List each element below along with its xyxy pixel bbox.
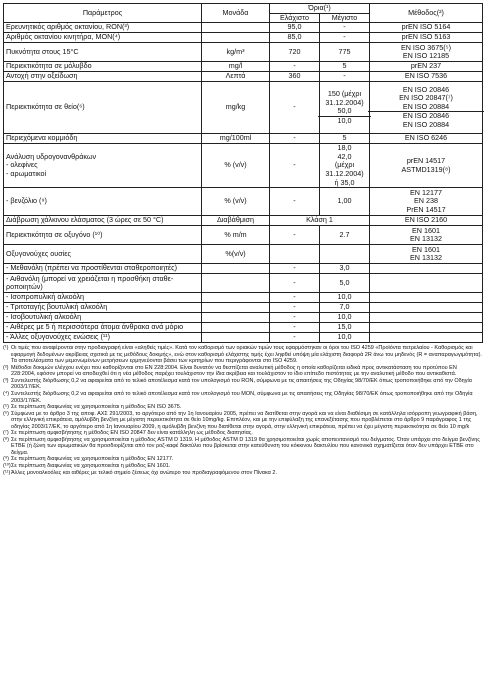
header-method: Μέθοδος(²) xyxy=(370,4,483,23)
max-cell: 18,0 42,0 (μέχρι 31.12.2004) ή 35,0 xyxy=(320,144,370,188)
method-cell xyxy=(370,313,483,323)
footnote-text: Σύμφωνα με το άρθρο 3 της αποφ. ΑΧΣ 291/2003, το αργότερο από την 1η Ιανουαρίου 2005, πρέπει να διατίθεται στην αγορά και να είναι διαθέσιμη σε κατάλληλα ισόρροπη γεωγραφική βάση, στην ελληνική επικράτεια, αμόλυβδη βενζίνη με μέγιστη περιεκτικότητα σε θείο 10mg/kg. Επιπλέον, και με την επιφύλαξη της επανεξέτασης που προβλέπεται στο άρθρο 9 παράγραφος 1 της οδηγίας 2003/17/ΕΚ, το αργότερο από 1η Ιανουαρίου 2009, η αμόλυβδη βενζίνη που διατίθεται στην αγορά, στην ελληνική επικράτεια, πρέπει να έχει μέγιστη περιεκτικότητα σε θείο 10 mg/k xyxy=(11,410,478,430)
min-cell: - xyxy=(270,323,320,333)
footnote-text: Συντελεστής διόρθωσης 0,2 να αφαιρείται από το τελικό αποτέλεσμα κατά τον υπολογισμό του RON, σύμφωνα με τις απαιτήσεις της Οδηγίας 98/70/ΕΚ όπως τροποποιήθηκε από την Οδηγία 2003/17/ΕΚ. xyxy=(11,377,472,391)
min-cell: 85,0 xyxy=(270,33,320,43)
max-cell: 10,0 xyxy=(320,333,370,343)
max-subcell: 10,0 xyxy=(318,116,371,126)
min-cell: - xyxy=(270,62,320,72)
max-cell: - xyxy=(320,23,370,33)
table-row xyxy=(4,188,483,216)
unit-cell: Διαβάθμιση xyxy=(202,216,270,226)
param-cell: Διάβρωση χάλκινου ελάσματος (3 ώρες σε 50 °C) xyxy=(4,216,202,226)
param-cell: Περιεκτικότητα σε θείο(⁶) xyxy=(4,82,202,134)
table-row xyxy=(4,313,483,323)
param-cell: - Μεθανόλη (πρέπει να προστίθενται σταθεροποιητές) xyxy=(4,264,202,274)
unit-cell: mg/l xyxy=(202,62,270,72)
max-cell: 5 xyxy=(320,62,370,72)
header-max: Μέγιστο xyxy=(320,13,370,23)
param-cell: - Ισοβουτυλική αλκοόλη xyxy=(4,313,202,323)
method-cell xyxy=(370,274,483,293)
max-cell: 5 xyxy=(320,134,370,144)
table-row xyxy=(4,72,483,82)
param-cell: - Τριτοταγής βουτυλική αλκοόλη xyxy=(4,303,202,313)
footnote-marker: (⁵) xyxy=(3,404,9,411)
footnote xyxy=(3,345,482,365)
max-cell: 7,0 xyxy=(320,303,370,313)
table-row xyxy=(4,226,483,245)
footnote-marker: (⁹) xyxy=(3,456,10,463)
min-cell: - xyxy=(270,313,320,323)
min-cell: 720 xyxy=(270,43,320,62)
header-unit: Μονάδα xyxy=(202,4,270,23)
limits-span-cell: Κλάση 1 xyxy=(270,216,370,226)
method-subcell: EN ISO 20846 EN ISO 20847(⁷) EN ISO 20884 xyxy=(399,84,453,111)
table-row xyxy=(4,144,483,188)
method-cell xyxy=(370,82,483,134)
footnote xyxy=(3,437,482,457)
unit-cell xyxy=(202,323,270,333)
unit-cell: % (v/v) xyxy=(202,188,270,216)
footnote-marker: (³) xyxy=(3,377,9,384)
footnote-marker: (²) xyxy=(3,364,9,371)
max-cell: 10,0 xyxy=(320,293,370,303)
min-cell: - xyxy=(270,226,320,245)
method-cell: prEN 14517 ASTMD1319(⁸) xyxy=(370,144,483,188)
max-cell: - xyxy=(320,33,370,43)
footnote-text: Οι τιμές που αναφέρονται στην προδιαγραφή είναι «αληθείς τιμές». Κατά τον καθορισμό των οριακών τιμών τους εφαρμόστηκαν οι όροι του ISO 4259 «Προϊόντα πετρελαίου - Καθορισμός και εφαρμογή δεδομένων ακρίβειας σχετικά με τις μεθόδους δοκιμής», ενώ στον καθορισμό ελάχιστης τιμής έχει ληφθεί υπόψη μία ελάχιστη διαφορά 2R άνω του μηδενός (R = αναπαραγωγιμότητα). Τα αποτελέσματα των μεμονωμένων μετρήσεων ερμηνεύονται βάσει των κριτηρίων που περιγράφονται στο ISO 4259. xyxy=(11,345,482,365)
min-cell: 95,0 xyxy=(270,23,320,33)
method-cell: EN 1601 EN 13132 xyxy=(370,226,483,245)
max-cell: 10,0 xyxy=(320,313,370,323)
footnote-marker: (⁶) xyxy=(3,410,9,417)
table-body xyxy=(4,23,483,343)
footnote-marker: (⁴) xyxy=(3,391,10,398)
table-row xyxy=(4,274,483,293)
footnote-text: Σε περίπτωση αμφισβήτησης να χρησιμοποιείται η μέθοδος ASTM D 1319. Η μέθοδος ASTM D 1319 θα χρησιμοποιείται χωρίς αποπεντανισμό του δείγματος. Όταν υπάρχει στο δείγμα βενζίνης ETBE (ή ζώνη των αρωματικών θα προσδιορίζεται από τον ροζ-καφέ δακτύλιο που βρίσκεται στην κατεύθυνση του κόκκινου δακτυλίου που κανονικά σχηματίζεται όταν δεν υπάρχει ETBE στο δείγμα. xyxy=(11,436,480,456)
footnote-text: Σε περίπτωση διαφωνίας να χρησιμοποιείται η μέθοδος EN ISO 3675. xyxy=(11,404,182,411)
unit-cell xyxy=(202,333,270,343)
method-subcell: EN ISO 20846 EN ISO 20884 xyxy=(368,111,484,129)
param-cell: - βενζόλιο (⁹) xyxy=(4,188,202,216)
table-row xyxy=(4,216,483,226)
unit-cell xyxy=(202,303,270,313)
method-cell: EN ISO 6246 xyxy=(370,134,483,144)
table-row xyxy=(4,303,483,313)
max-cell: 3,0 xyxy=(320,264,370,274)
footnote xyxy=(3,365,482,378)
table-row xyxy=(4,245,483,264)
unit-cell xyxy=(202,33,270,43)
fuel-spec-table xyxy=(3,3,483,343)
max-cell: 2.7 xyxy=(320,226,370,245)
unit-cell xyxy=(202,274,270,293)
max-cell: 1,00 xyxy=(320,188,370,216)
param-cell: - Ισοπροπυλική αλκοόλη xyxy=(4,293,202,303)
footnote-text: Σε περίπτωση αμφισβήτησης η μέθοδος EN ISO 20847 δεν είναι κατάλληλη ως μέθοδος διαιτησίας. xyxy=(11,430,253,437)
param-cell: Περιεκτικότητα σε μόλυβδο xyxy=(4,62,202,72)
table-row xyxy=(4,33,483,43)
header-limits: Όρια(¹) xyxy=(270,4,370,14)
footnote-text: Συντελεστής διόρθωσης 0,2 να αφαιρείται από το τελικό αποτέλεσμα κατά τον υπολογισμό του MON, σύμφωνα με τις απαιτήσεις της Οδηγίας 98/70/ΕΚ όπως τροποποιήθηκε από την Οδηγία 2003/17/ΕΚ. xyxy=(11,391,473,404)
footnote xyxy=(3,378,482,391)
unit-cell xyxy=(202,313,270,323)
table-row xyxy=(4,82,483,134)
footnote-marker: (⁷) xyxy=(3,430,9,437)
table-row xyxy=(4,333,483,343)
footnote-text: Σε περίπτωση διαφωνίας να χρησιμοποιείται η μέθοδος EN 12177. xyxy=(11,456,174,463)
min-cell: - xyxy=(270,144,320,188)
footnote-marker: (⁸) xyxy=(3,436,9,443)
footnote-marker: (¹) xyxy=(3,345,9,352)
table-row xyxy=(4,293,483,303)
unit-cell: % m/m xyxy=(202,226,270,245)
footnote-text: Μέθοδοι δοκιμών ελέγχου ενέχει που καθορίζονται στο ΕΝ 228:2004. Είναι δυνατόν να θεσπίζεται αναλυτική μέθοδος η οποία καθορίζεται ειδικά προς αντικατάσταση του προτύπου EN 228:2004, εφόσον μπορεί να αποδειχθεί ότι η νέα μέθοδος παρέχει τουλάχιστον την ίδια ακρίβεια και τουλάχιστον το ίδιο επίπεδο πιστότητας με την αναλυτική μέθοδο που αντικαθιστά. xyxy=(11,364,457,378)
min-cell: - xyxy=(270,264,320,274)
param-cell: Οξυγονούχες ουσίες xyxy=(4,245,202,264)
footnote xyxy=(3,411,482,431)
table-row xyxy=(4,134,483,144)
max-subcell: 150 (μέχρι 31.12.2004) 50,0 xyxy=(325,89,364,116)
max-cell: 5,0 xyxy=(320,274,370,293)
table-row xyxy=(4,264,483,274)
min-cell: - xyxy=(270,303,320,313)
param-cell: Ερευνητικός αριθμός οκτανίου, RON(³) xyxy=(4,23,202,33)
max-cell xyxy=(320,82,370,134)
method-cell: prEN ISO 5164 xyxy=(370,23,483,33)
param-cell: - Άλλες οξυγονούχες ενώσεις (¹¹) xyxy=(4,333,202,343)
header-parameter: Παράμετρος xyxy=(4,4,202,23)
table-row xyxy=(4,23,483,33)
param-cell: Πυκνότητα στους 15°C xyxy=(4,43,202,62)
min-cell: 360 xyxy=(270,72,320,82)
param-cell: - Αιθανόλη (μπορεί να χρειάζεται η προσθήκη σταθε- ροποιητών) xyxy=(4,274,202,293)
method-cell xyxy=(370,323,483,333)
table-row xyxy=(4,323,483,333)
method-cell: prEN ISO 5163 xyxy=(370,33,483,43)
method-cell xyxy=(370,293,483,303)
param-cell: Περιεκτικότητα σε οξυγόνο (¹⁰) xyxy=(4,226,202,245)
method-cell: EN 12177 EN 238 PrEN 14517 xyxy=(370,188,483,216)
footnote-text: Άλλες μονοαλκοόλες και αιθέρες με τελικό σημείο ζέσεως όχι ανώτερο του προδιαγραφόμενου στον Πίνακα 2. xyxy=(11,469,277,476)
unit-cell: kg/m³ xyxy=(202,43,270,62)
max-cell: 15,0 xyxy=(320,323,370,333)
min-cell xyxy=(270,245,320,264)
unit-cell xyxy=(202,264,270,274)
param-cell: Αριθμός οκτανίου κινητήρα, MON(⁴) xyxy=(4,33,202,43)
min-cell: - xyxy=(270,188,320,216)
unit-cell: % (v/v) xyxy=(202,144,270,188)
max-cell: - xyxy=(320,72,370,82)
method-cell xyxy=(370,303,483,313)
min-cell: - xyxy=(270,293,320,303)
footnote xyxy=(3,470,482,477)
param-cell: Αντοχή στην οξείδωση xyxy=(4,72,202,82)
footnote-text: Σε περίπτωση διαφωνίας να χρησιμοποιείται η μέθοδος EN 1601. xyxy=(11,463,171,470)
method-cell: EN ISO 2160 xyxy=(370,216,483,226)
method-cell: prEN 237 xyxy=(370,62,483,72)
method-cell: EN 1601 EN 13132 xyxy=(370,245,483,264)
header-min: Ελάχιστο xyxy=(270,13,320,23)
unit-cell xyxy=(202,293,270,303)
max-cell xyxy=(320,245,370,264)
min-cell: - xyxy=(270,333,320,343)
param-cell: Ανάλυση υδρογονανθράκων - ολεφίνες - αρωματικοί xyxy=(4,144,202,188)
unit-cell xyxy=(202,23,270,33)
table-row xyxy=(4,43,483,62)
min-cell: - xyxy=(270,134,320,144)
param-cell: Περιεχόμενα κομμιόδη xyxy=(4,134,202,144)
unit-cell: Λεπτά xyxy=(202,72,270,82)
min-cell: - xyxy=(270,274,320,293)
param-cell: - Αιθέρες με 5 ή περισσότερα άτομα άνθρακα ανά μόριο xyxy=(4,323,202,333)
table-row xyxy=(4,62,483,72)
min-cell: - xyxy=(270,82,320,134)
max-cell: 775 xyxy=(320,43,370,62)
footnote xyxy=(3,391,482,404)
method-cell: EN ISO 7536 xyxy=(370,72,483,82)
footnotes xyxy=(3,345,482,476)
unit-cell: %(v/v) xyxy=(202,245,270,264)
unit-cell: mg/100ml xyxy=(202,134,270,144)
method-cell xyxy=(370,264,483,274)
specification-sheet xyxy=(3,3,482,476)
footnote-marker: (¹¹) xyxy=(3,469,11,476)
method-cell xyxy=(370,333,483,343)
unit-cell: mg/kg xyxy=(202,82,270,134)
footnote-marker: (¹⁰) xyxy=(3,463,11,470)
method-cell: EN ISO 3675(⁵) EN ISO 12185 xyxy=(370,43,483,62)
